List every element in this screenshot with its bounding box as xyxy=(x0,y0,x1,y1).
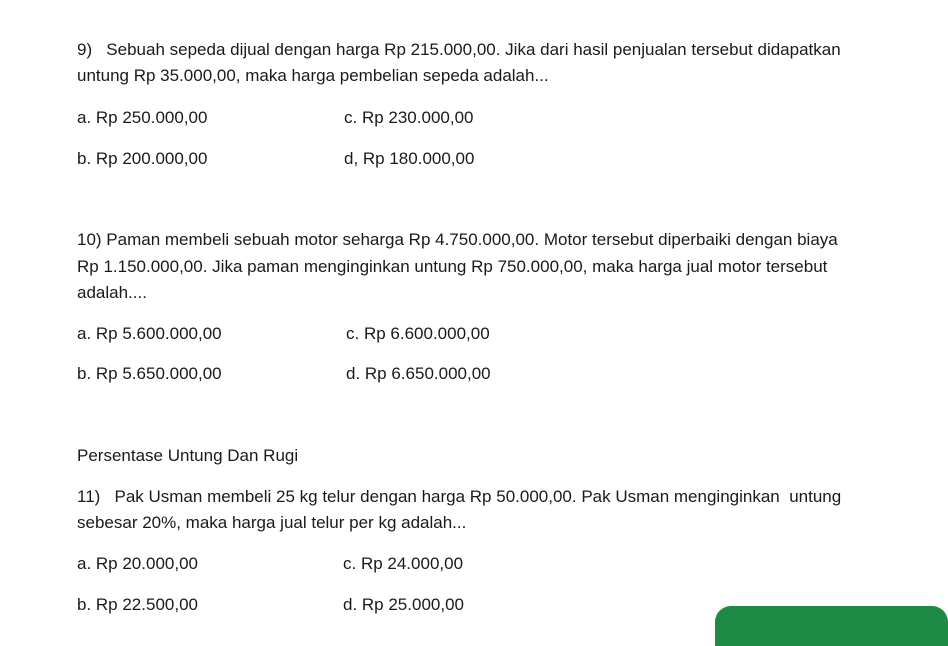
question-9-line-2: untung Rp 35.000,00, maka harga pembelian sepeda adalah... xyxy=(77,66,549,85)
question-9-option-c: c. Rp 230.000,00 xyxy=(344,108,474,127)
question-11-option-a: a. Rp 20.000,00 xyxy=(77,554,198,573)
green-footer-tab[interactable] xyxy=(715,606,948,646)
section-title: Persentase Untung Dan Rugi xyxy=(77,446,299,465)
question-9-line-1: 9) Sebuah sepeda dijual dengan harga Rp 215.000,00. Jika dari hasil penjualan tersebut didapatkan xyxy=(77,40,841,59)
question-10-option-a: a. Rp 5.600.000,00 xyxy=(77,324,222,343)
question-11-option-d: d. Rp 25.000,00 xyxy=(343,595,464,614)
question-10-option-c: c. Rp 6.600.000,00 xyxy=(346,324,490,343)
question-10-option-d: d. Rp 6.650.000,00 xyxy=(346,364,491,383)
question-9-option-d: d, Rp 180.000,00 xyxy=(344,149,475,168)
question-9-option-a: a. Rp 250.000,00 xyxy=(77,108,208,127)
question-10-line-2: Rp 1.150.000,00. Jika paman menginginkan untung Rp 750.000,00, maka harga jual motor tersebut xyxy=(77,257,828,276)
question-11-option-b: b. Rp 22.500,00 xyxy=(77,595,198,614)
question-10-option-b: b. Rp 5.650.000,00 xyxy=(77,364,222,383)
question-11-line-2: sebesar 20%, maka harga jual telur per kg adalah... xyxy=(77,513,467,532)
question-11-option-c: c. Rp 24.000,00 xyxy=(343,554,464,573)
question-9-option-b: b. Rp 200.000,00 xyxy=(77,149,208,168)
question-10-line-3: adalah.... xyxy=(77,283,147,302)
question-10-line-1: 10) Paman membeli sebuah motor seharga Rp 4.750.000,00. Motor tersebut diperbaiki dengan biaya xyxy=(77,230,838,249)
question-11-line-1: 11) Pak Usman membeli 25 kg telur dengan harga Rp 50.000,00. Pak Usman menginginkan untung xyxy=(77,487,842,506)
